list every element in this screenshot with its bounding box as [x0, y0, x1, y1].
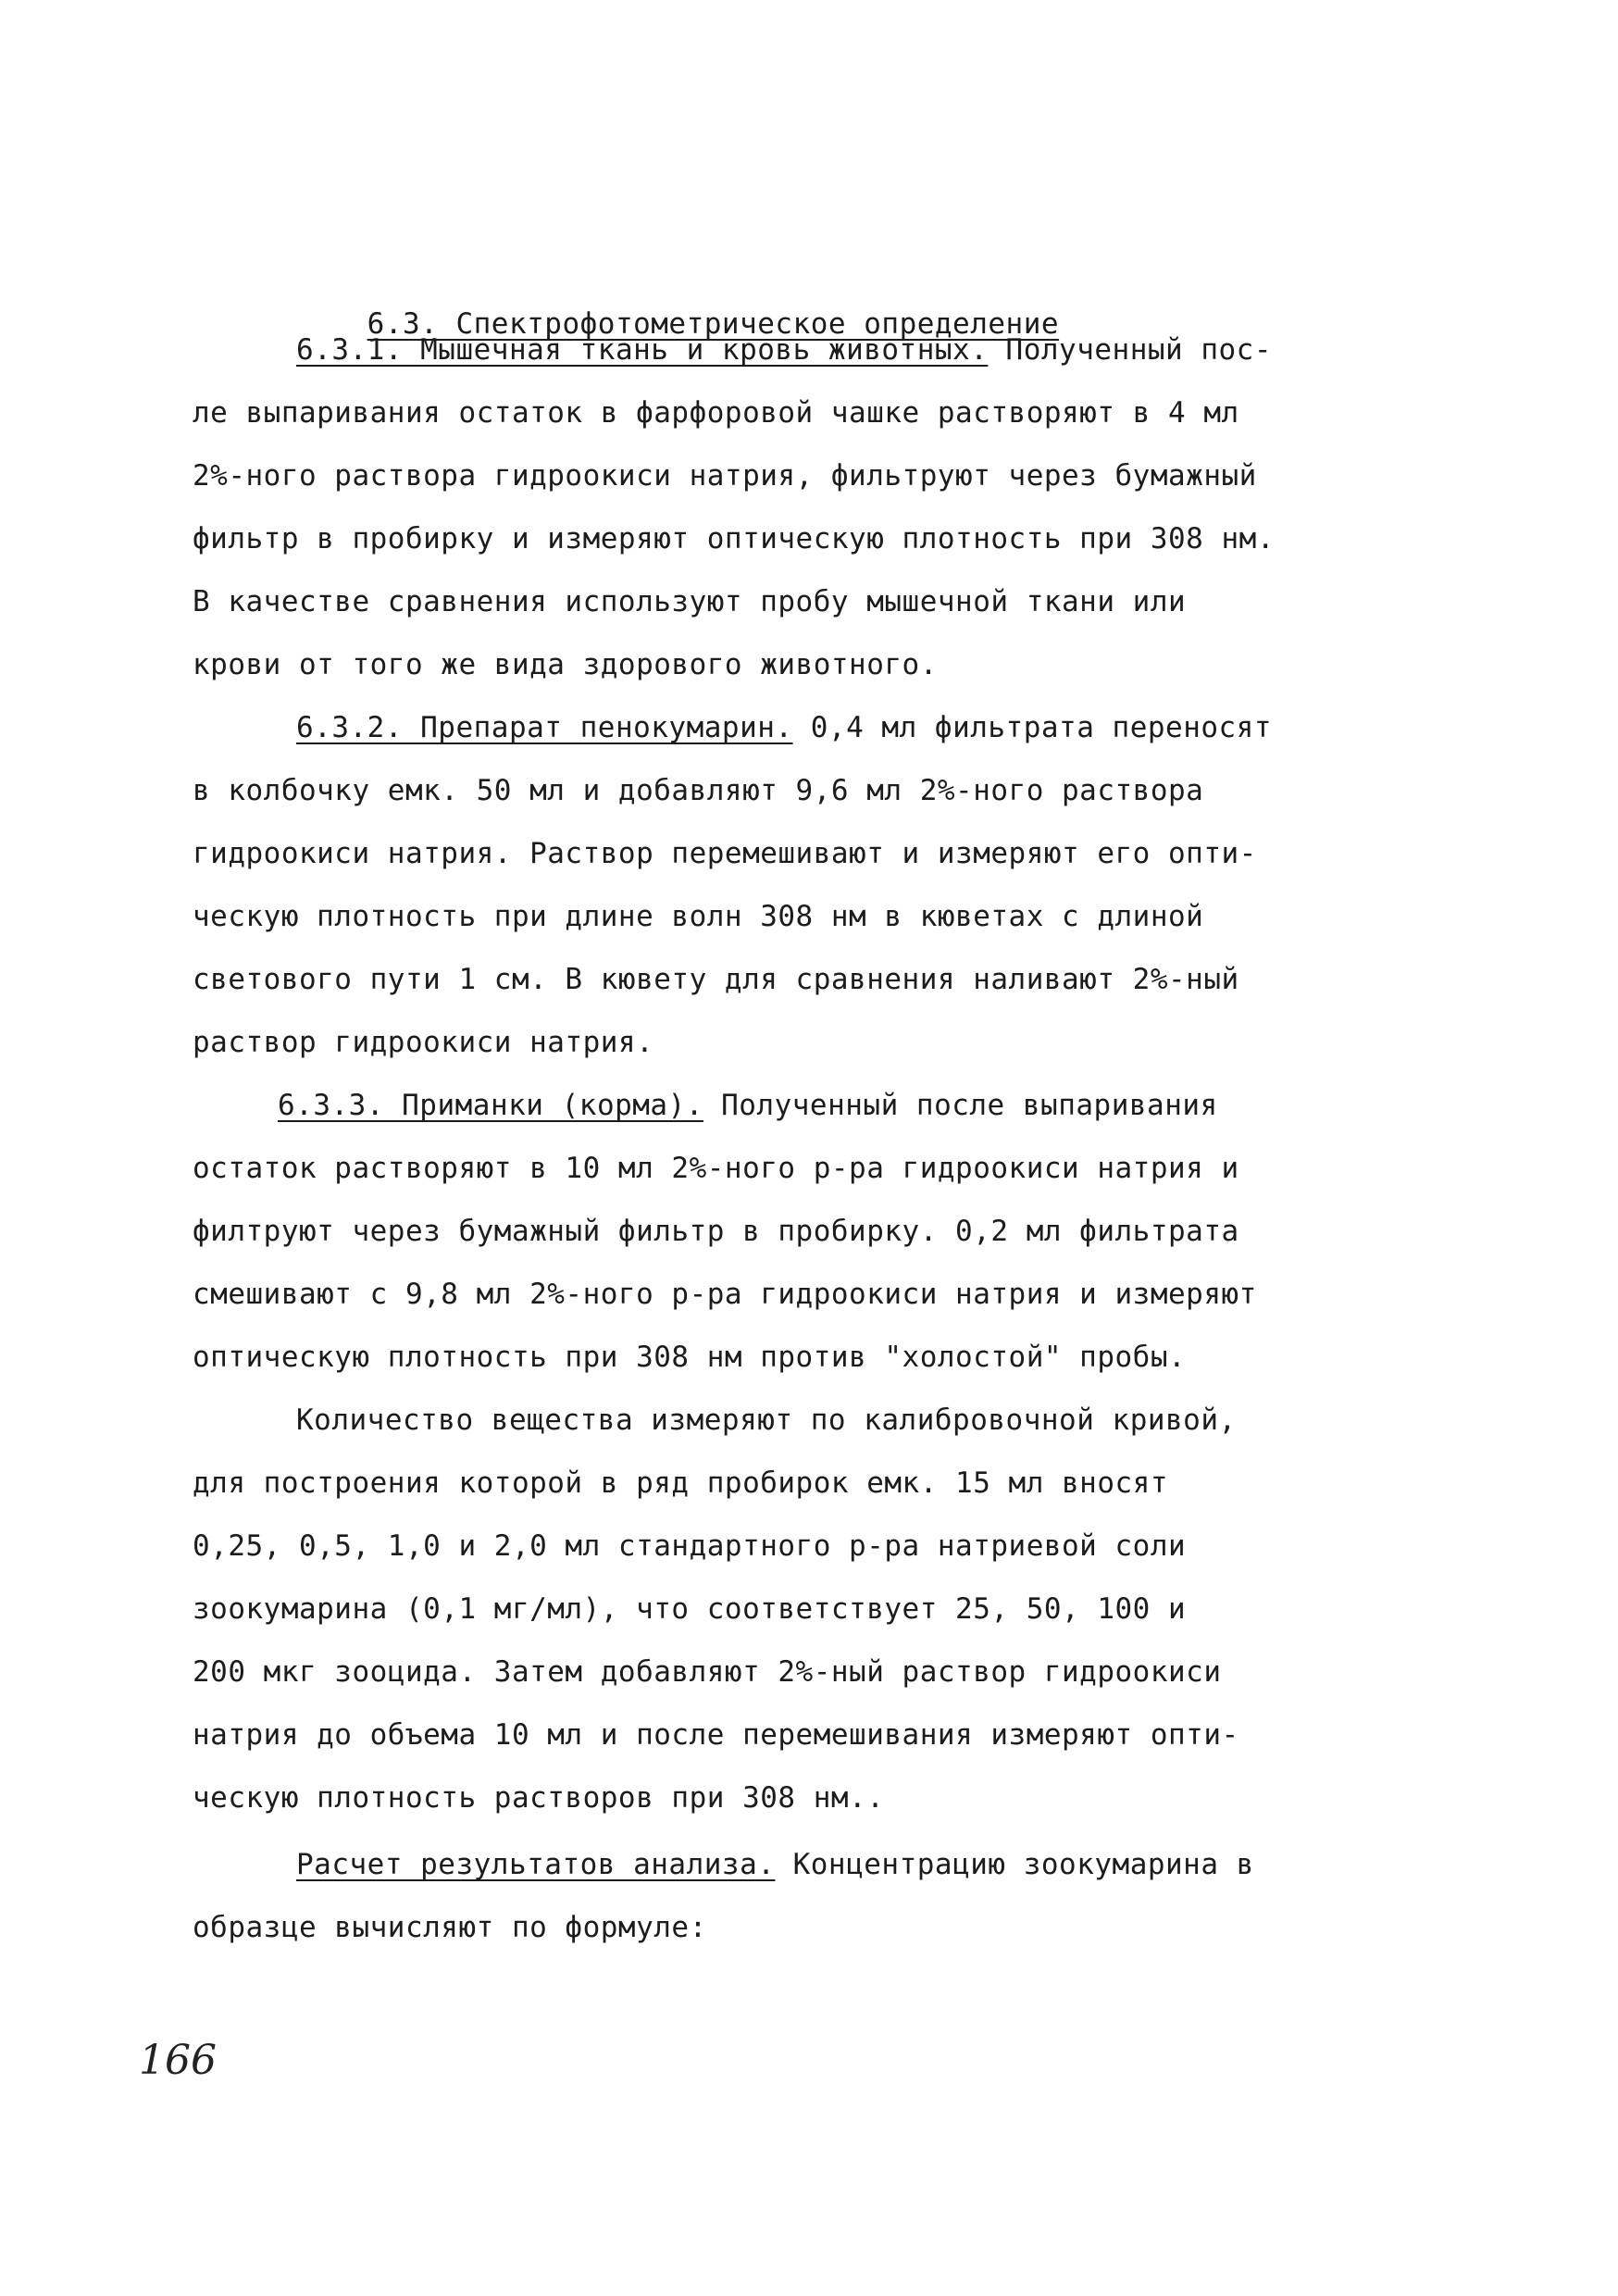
- p3-heading: 6.3.3. Приманки (корма).: [278, 1089, 703, 1122]
- p5-first-line: [296, 1846, 1254, 1883]
- p3-line-1: остаток растворяют в 10 мл 2%-ного р-ра гидроокиси натрия и: [193, 1152, 1239, 1185]
- page-number: 166: [139, 2037, 217, 2084]
- p1-line-2: 2%-ного раствора гидроокиси натрия, фильтруют через бумажный: [193, 459, 1257, 493]
- p2-line-0: 0,4 мл фильтрата переносят: [792, 711, 1273, 744]
- p1-line-1: ле выпаривания остаток в фарфоровой чашке растворяют в 4 мл: [193, 396, 1239, 430]
- p3-first-line: [278, 1087, 1218, 1124]
- p3-line-3: смешивают с 9,8 мл 2%-ного р-ра гидроокиси натрия и измеряют: [193, 1278, 1257, 1311]
- p4-line-6: ческую плотность растворов при 308 нм..: [193, 1781, 885, 1815]
- p4-line-3: зоокумарина (0,1 мг/мл), что соответствует 25, 50, 100 и: [193, 1592, 1187, 1626]
- p2-heading: 6.3.2. Препарат пенокумарин.: [296, 711, 793, 744]
- p2-line-1: в колбочку емк. 50 мл и добавляют 9,6 мл 2%-ного раствора: [193, 774, 1204, 807]
- p2-line-2: гидроокиси натрия. Раствор перемешивают и измеряют его опти-: [193, 837, 1257, 870]
- p3-line-4: оптическую плотность при 308 нм против "холостой" пробы.: [193, 1341, 1187, 1374]
- p4-line-2: 0,25, 0,5, 1,0 и 2,0 мл стандартного р-ра натриевой соли: [193, 1529, 1187, 1563]
- p5-line-1: образце вычисляют по формуле:: [193, 1911, 707, 1944]
- p5-line-0: Концентрацию зоокумарина в: [775, 1848, 1254, 1881]
- p4-line-5: натрия до объема 10 мл и после перемешивания измеряют опти-: [193, 1718, 1239, 1752]
- p1-heading: 6.3.1. Мышечная ткань и кровь животных.: [296, 333, 989, 367]
- p1-line-5: крови от того же вида здорового животного.: [193, 648, 938, 681]
- p4-line-0: Количество вещества измеряют по калибровочной кривой,: [296, 1404, 1237, 1437]
- p1-line-4: В качестве сравнения используют пробу мышечной ткани или: [193, 585, 1187, 618]
- p1-line-3: фильтр в пробирку и измеряют оптическую плотность при 308 нм.: [193, 522, 1275, 555]
- p4-line-1: для построения которой в ряд пробирок емк. 15 мл вносят: [193, 1466, 1168, 1500]
- p2-line-4: светового пути 1 см. В кювету для сравнения наливают 2%-ный: [193, 963, 1239, 996]
- p3-line-2: филтруют через бумажный фильтр в пробирку. 0,2 мл фильтрата: [193, 1215, 1239, 1248]
- p2-line-5: раствор гидроокиси натрия.: [193, 1026, 654, 1059]
- p1-first-line: [296, 331, 1272, 368]
- p4-line-4: 200 мкг зооцида. Затем добавляют 2%-ный раствор гидроокиси: [193, 1655, 1222, 1689]
- section-title-text: 6.3. Спектрофотометрическое определение: [367, 307, 1060, 341]
- p5-heading: Расчет результатов анализа.: [296, 1848, 776, 1881]
- p3-line-0: Полученный после выпаривания: [703, 1089, 1218, 1122]
- p2-line-3: ческую плотность при длине волн 308 нм в кюветах с длиной: [193, 900, 1204, 933]
- p1-line-0: Полученный пос-: [988, 333, 1273, 367]
- p2-first-line: [296, 709, 1272, 746]
